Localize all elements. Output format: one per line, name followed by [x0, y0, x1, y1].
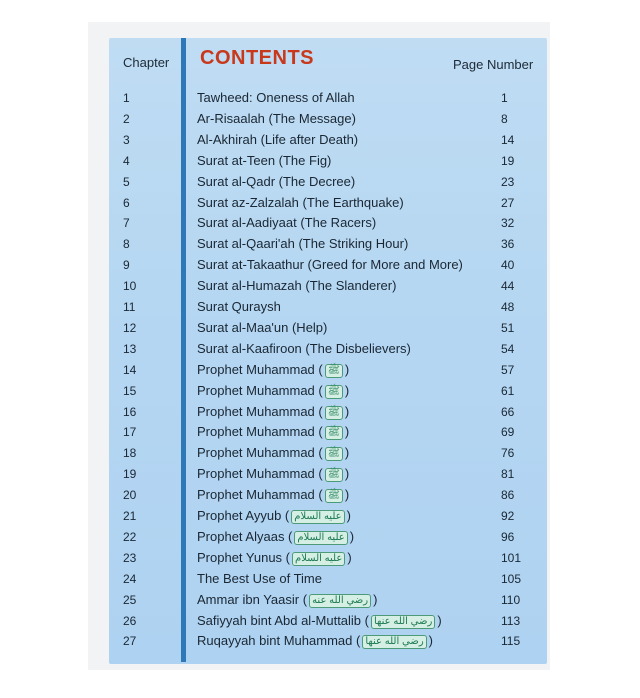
closing-paren: ): [344, 466, 350, 482]
contents-row: [0, 173, 640, 193]
chapter-number: 23: [123, 550, 137, 565]
page-number: 101: [501, 550, 522, 565]
page-number: 19: [501, 153, 515, 168]
honorific-icon: ﷺ: [325, 364, 343, 378]
chapter-number: 19: [123, 467, 137, 482]
chapter-number: 8: [123, 237, 130, 252]
page-number: 54: [501, 341, 515, 356]
chapter-title: [197, 613, 442, 629]
page-number: 36: [501, 237, 515, 252]
chapter-number: 12: [123, 320, 137, 335]
page-number: 61: [501, 383, 515, 398]
page-number: 44: [501, 279, 515, 294]
closing-paren: ): [346, 508, 351, 523]
chapter-title: [197, 487, 349, 503]
chapter-title: [197, 550, 352, 566]
page-number: 57: [501, 362, 515, 377]
contents-row: [0, 152, 640, 172]
page-number: 14: [501, 132, 515, 147]
chapter-title-text: Surat al-Humazah (The Slanderer): [197, 278, 397, 294]
chapter-number: 3: [123, 132, 130, 147]
page-number: 92: [501, 509, 515, 523]
chapter-title: [197, 215, 376, 230]
chapter-title-text: Prophet Muhammad (: [197, 487, 323, 503]
page-number: 86: [501, 488, 515, 503]
chapter-title: [197, 383, 349, 399]
page-title: CONTENTS: [200, 47, 314, 69]
chapter-number: 17: [123, 425, 137, 440]
chapter-number: 21: [123, 509, 137, 523]
closing-paren: ): [344, 361, 350, 377]
chapter-number: 25: [123, 592, 137, 607]
chapter-number: 5: [123, 174, 130, 189]
chapter-title: [197, 633, 433, 649]
chapter-title: [197, 153, 331, 168]
chapter-number: 1: [123, 91, 130, 105]
contents-row: [0, 131, 640, 151]
chapter-title: [197, 278, 396, 293]
chapter-title-text: Ruqayyah bint Muhammad (: [197, 633, 361, 649]
page-number: 96: [501, 529, 515, 544]
honorific-icon: ﷺ: [325, 406, 343, 420]
chapter-title-text: Prophet Muhammad (: [197, 403, 323, 419]
chapter-title: [197, 466, 349, 482]
chapter-title-text: Surat al-Aadiyaat (The Racers): [197, 215, 377, 231]
chapter-title: [197, 174, 355, 189]
closing-paren: ): [349, 528, 355, 544]
chapter-title: [197, 445, 349, 461]
chapter-title-text: Surat al-Kaafiroon (The Disbelievers): [197, 340, 411, 356]
chapter-title-text: Prophet Muhammad (: [197, 361, 323, 377]
closing-paren: ): [437, 612, 442, 628]
page-number: 69: [501, 425, 515, 440]
contents-row: [0, 194, 640, 214]
contents-row: [0, 110, 640, 130]
honorific-icon: عليه السلام: [294, 531, 347, 545]
closing-paren: ): [373, 591, 378, 607]
contents-row: [0, 486, 640, 506]
chapter-title: [197, 111, 356, 126]
page-number: 81: [501, 467, 515, 482]
honorific-icon: ﷺ: [325, 385, 343, 399]
chapter-number: 2: [123, 111, 130, 126]
chapter-title-text: Prophet Muhammad (: [197, 466, 323, 482]
chapter-number: 9: [123, 258, 130, 273]
closing-paren: ): [344, 487, 350, 503]
contents-row: [0, 528, 640, 548]
chapter-column-header: Chapter: [123, 55, 170, 70]
honorific-icon: ﷺ: [325, 468, 343, 482]
contents-row: [0, 549, 640, 569]
chapter-title: [197, 508, 351, 524]
page-number: 66: [501, 404, 515, 419]
contents-row: [0, 444, 640, 464]
chapter-title-text: Surat al-Qaari'ah (The Striking Hour): [197, 236, 409, 252]
chapter-number: 15: [123, 383, 137, 398]
contents-row: [0, 382, 640, 402]
chapter-title: [197, 571, 322, 586]
closing-paren: ): [428, 633, 434, 649]
contents-row: [0, 340, 640, 360]
chapter-title-text: Ar-Risaalah (The Message): [197, 110, 356, 126]
contents-row: [0, 591, 640, 611]
contents-row: [0, 465, 640, 485]
chapter-title: [197, 257, 463, 272]
closing-paren: ): [344, 445, 350, 461]
chapter-number: 14: [123, 362, 137, 377]
honorific-icon: ﷺ: [325, 426, 343, 440]
chapter-title-text: Prophet Muhammad (: [197, 424, 323, 440]
closing-paren: ): [344, 382, 350, 398]
chapter-title-text: Ammar ibn Yaasir (: [197, 591, 308, 607]
contents-row: [0, 361, 640, 381]
contents-row: [0, 423, 640, 443]
closing-paren: ): [344, 403, 350, 419]
chapter-title: [197, 362, 349, 378]
page-number: 105: [501, 571, 522, 586]
chapter-number: 18: [123, 446, 137, 461]
chapter-title: [197, 424, 349, 440]
chapter-title-text: Tawheed: Oneness of Allah: [197, 90, 355, 105]
page-number: 76: [501, 446, 515, 461]
chapter-title-text: Surat al-Maa'un (Help): [197, 319, 328, 335]
honorific-icon: عليه السلام: [291, 510, 344, 524]
contents-row: [0, 632, 640, 652]
chapter-title: [197, 341, 411, 356]
honorific-icon: ﷺ: [325, 447, 343, 461]
chapter-number: 7: [123, 216, 130, 231]
chapter-number: 20: [123, 488, 137, 503]
chapter-number: 26: [123, 613, 137, 628]
page-number: 113: [501, 613, 521, 628]
honorific-icon: عليه السلام: [292, 552, 345, 566]
chapter-number: 16: [123, 404, 137, 419]
chapter-title-text: Surat az-Zalzalah (The Earthquake): [197, 194, 404, 210]
contents-row: [0, 403, 640, 423]
contents-row: [0, 507, 640, 527]
chapter-title-text: Surat at-Takaathur (Greed for More and More): [197, 257, 463, 273]
chapter-title: [197, 90, 355, 105]
contents-row: [0, 319, 640, 339]
contents-row: [0, 298, 640, 318]
contents-row: [0, 214, 640, 234]
chapter-title-text: Prophet Muhammad (: [197, 382, 323, 398]
contents-row: [0, 277, 640, 297]
page-number: 27: [501, 195, 515, 210]
chapter-title-text: The Best Use of Time: [197, 570, 322, 586]
page-number: 8: [501, 111, 508, 126]
chapter-title-text: Surat at-Teen (The Fig): [197, 152, 332, 168]
contents-row: [0, 612, 640, 632]
chapter-number: 13: [123, 341, 137, 356]
chapter-title-text: Safiyyah bint Abd al-Muttalib (: [197, 612, 369, 628]
page-number: 1: [501, 91, 508, 105]
contents-row: [0, 570, 640, 590]
chapter-title: [197, 529, 354, 545]
chapter-title: [197, 236, 408, 251]
honorific-icon: رضي الله عنها: [362, 635, 426, 649]
honorific-icon: ﷺ: [325, 489, 343, 503]
chapter-number: 10: [123, 279, 137, 294]
chapter-number: 24: [123, 571, 137, 586]
page-number: 115: [501, 634, 521, 649]
chapter-number: 4: [123, 153, 130, 168]
chapter-title: [197, 320, 327, 335]
chapter-number: 6: [123, 195, 130, 210]
chapter-title: [197, 299, 281, 314]
honorific-icon: رضي الله عنه: [309, 594, 371, 608]
contents-row: [0, 256, 640, 276]
page-number: 32: [501, 216, 515, 231]
chapter-title: [197, 404, 349, 420]
chapter-title: [197, 132, 358, 147]
chapter-title-text: Surat Quraysh: [197, 299, 281, 314]
contents-row: [0, 89, 640, 109]
chapter-title-text: Prophet Alyaas (: [197, 528, 293, 544]
chapter-number: 27: [123, 634, 137, 649]
page-number-column-header: Page Number: [453, 57, 534, 72]
page-number: 23: [501, 174, 515, 189]
chapter-title: [197, 195, 404, 210]
page-number: 110: [501, 592, 521, 607]
contents-row: [0, 235, 640, 255]
chapter-number: 22: [123, 529, 137, 544]
chapter-title: [197, 592, 377, 608]
page-number: 48: [501, 300, 515, 314]
chapter-title-text: Surat al-Qadr (The Decree): [197, 173, 356, 189]
page-number: 51: [501, 320, 515, 335]
honorific-icon: رضي الله عنها: [371, 615, 435, 629]
chapter-number: 11: [123, 300, 136, 314]
chapter-title-text: Prophet Muhammad (: [197, 445, 323, 461]
closing-paren: ): [344, 424, 350, 440]
chapter-title-text: Prophet Ayyub (: [197, 508, 290, 523]
closing-paren: ): [347, 549, 352, 565]
chapter-title-text: Prophet Yunus (: [197, 549, 290, 565]
page-number: 40: [501, 258, 515, 273]
chapter-title-text: Al-Akhirah (Life after Death): [197, 131, 359, 147]
